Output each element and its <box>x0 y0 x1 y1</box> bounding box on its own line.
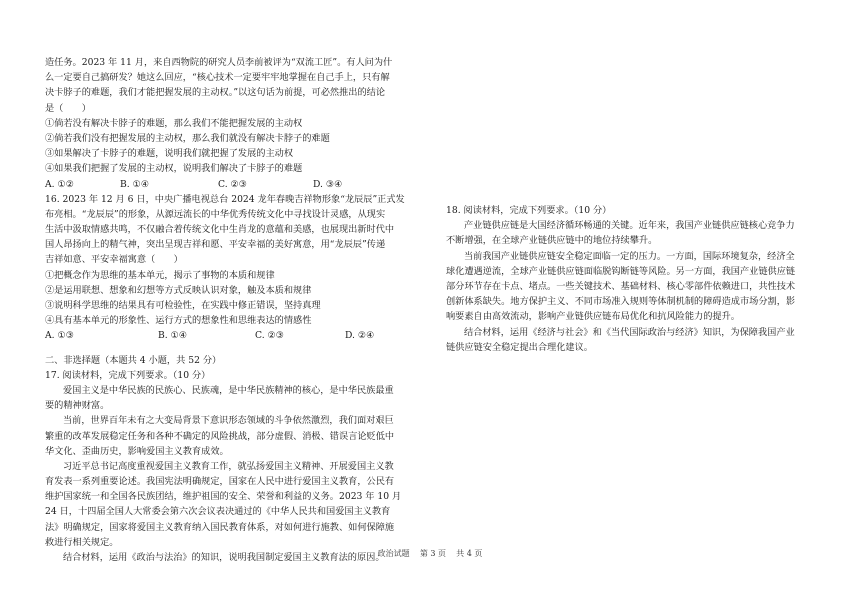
q16-option-a: A. ①③ <box>45 330 74 342</box>
q18-paragraph-line: 球化遭遇逆流，全球产业链供应链面临脱钩断链等风险。另一方面，我国产业链供应链 <box>446 265 796 277</box>
q18-paragraph-line: 产业链供应链是大国经济循环畅通的关键。近年来，我国产业链供应链核心竞争力 <box>464 220 795 232</box>
q15-item: ③如果解决了卡脖子的难题，说明我们就把握了发展的主动权 <box>45 148 294 160</box>
q15-line: 造任务。2023 年 11 月，来自西物院的研究人员李前被评为“双流工匠”。有人问为什 <box>45 57 393 68</box>
q18-heading: 18. 阅读材料，完成下列要求。（10 分） <box>446 205 612 216</box>
footer-page-number: 第 3 页 <box>419 549 446 558</box>
left-column <box>45 55 417 565</box>
page-footer <box>0 548 860 559</box>
q15-option-b: B. ①④ <box>120 178 150 190</box>
q16-item: ①把概念作为思维的基本单元，揭示了事物的本质和规律 <box>45 269 275 281</box>
q17-paragraph-line: 要的精神财富。 <box>45 400 110 412</box>
q18-paragraph-line: 响要素自由高效流动，影响产业链供应链布局优化和抗风险能力的提升。 <box>446 311 740 323</box>
q16-item: ③说明科学思维的结果具有可检验性，在实践中修正错误，坚持真理 <box>45 300 321 311</box>
q16-option-d: D. ②④ <box>345 330 375 342</box>
q16-item: ②是运用联想、想象和幻想等方式反映认识对象，触及本质和规律 <box>45 284 312 296</box>
q18-paragraph-line: 当前我国产业链供应链安全稳定面临一定的压力。一方面，国际环境复杂，经济全 <box>464 250 795 262</box>
q17-paragraph-line: 华文化、歪曲历史，影响爱国主义教育成效。 <box>45 445 229 457</box>
q17-task: 结合材料，运用《政治与法治》的知识，说明我国制定爱国主义教育法的原因。 <box>63 552 385 563</box>
q16-option-b: B. ①④ <box>158 330 188 342</box>
q15-line: 么一定要自己搞研发？她这么回应，“核心技术一定要牢牢地掌握在自己手上，只有解 <box>45 72 390 84</box>
q18-paragraph-line: 创新体系缺失。地方保护主义、不同市场准入规则等体制机制的障碍造成市场分割，影 <box>446 296 796 308</box>
q18-paragraph-line: 部分环节存在卡点、堵点。一些关键技术、基础材料、核心零部件依赖进口，共性技术 <box>446 280 796 292</box>
q17-paragraph-line: 法》明确规定，国家将爱国主义教育纳入国民教育体系，对如何进行施教、如何保障施 <box>45 521 395 533</box>
q18-task: 链供应链安全稳定提出合理化建议。 <box>446 341 593 353</box>
section-title: 二、非选择题（本题共 4 小题，共 52 分） <box>45 354 222 366</box>
q17-paragraph-line: 繁重的改革发展稳定任务和各种不确定的风险挑战，部分虚假、消极、错误言论贬低中 <box>45 430 395 442</box>
footer-total-pages: 共 4 页 <box>456 549 483 558</box>
q15-option-a: A. ①② <box>45 178 74 190</box>
q17-paragraph-line: 24 日，十四届全国人大常委会第六次会议表决通过的《中华人民共和国爱国主义教育 <box>45 506 391 518</box>
q17-paragraph-line: 习近平总书记高度重视爱国主义教育工作，就弘扬爱国主义精神、开展爱国主义教 <box>63 460 394 472</box>
q15-item: ④如果我们把握了发展的主动权，说明我们解决了卡脖子的难题 <box>45 163 303 175</box>
q15-options <box>45 177 417 192</box>
q15-item: ②倘若我们没有把握发展的主动权，那么我们就没有解决卡脖子的难题 <box>45 132 330 144</box>
q16-option-c: C. ②③ <box>255 330 285 342</box>
right-column <box>446 203 816 355</box>
q16-item: ④具有基本单元的形象性、运行方式的想象性和思维表达的情感性 <box>45 315 312 327</box>
q15-item: ①倘若没有解决卡脖子的难题，那么我们不能把握发展的主动权 <box>45 117 303 129</box>
q16-line: 16. 2023 年 12 月 6 日，中央广播电视总台 2024 龙年春晚吉祥物形象“龙辰辰”正式发 <box>45 193 405 205</box>
q16-line: 布亮相。“龙辰辰”的形象，从源远流长的中华优秀传统文化中寻找设计灵感，从现实 <box>45 208 386 220</box>
q16-line: 吉祥如意、平安幸福寓意（ ） <box>45 254 183 266</box>
q17-paragraph-line: 维护国家统一和全国各民族团结，维护祖国的安全、荣誉和利益的义务。2023 年 10 月 <box>45 491 402 503</box>
q15-line: 决卡脖子的难题，我们才能把握发展的主动权。”以这句话为前提，可必然推出的结论 <box>45 87 386 99</box>
footer-subject: 政治试题 <box>377 549 410 558</box>
q17-paragraph-line: 爱国主义是中华民族的民族心、民族魂，是中华民族精神的核心，是中华民族最重 <box>63 384 394 396</box>
q17-paragraph-line: 救进行相关规定。 <box>45 536 119 548</box>
q17-heading: 17. 阅读材料，完成下列要求。（10 分） <box>45 369 211 381</box>
q15-option-d: D. ③④ <box>313 178 343 190</box>
q18-task: 结合材料，运用《经济与社会》和《当代国际政治与经济》知识，为保障我国产业 <box>464 326 795 338</box>
q15-line: 是（ ） <box>45 102 91 114</box>
q17-paragraph-line: 育发表一系列重要论述。我国宪法明确规定，国家在人民中进行爱国主义教育，公民有 <box>45 476 395 488</box>
q15-option-c: C. ②③ <box>218 178 248 190</box>
q18-paragraph-line: 不断增强，在全球产业链供应链中的地位持续攀升。 <box>446 235 658 247</box>
q17-paragraph-line: 当前，世界百年未有之大变局背景下意识形态领域的斗争依然激烈，我们面对艰巨 <box>63 415 394 427</box>
q16-line: 国人昂扬向上的精气神，突出呈现吉祥和愿、平安幸福的美好寓意，用“龙辰辰”传递 <box>45 239 386 251</box>
q16-line: 生活中汲取情感共鸣，不仅融合着传统文化中生肖龙的意蕴和美感，也展现出新时代中 <box>45 224 395 236</box>
q16-options <box>45 328 417 343</box>
